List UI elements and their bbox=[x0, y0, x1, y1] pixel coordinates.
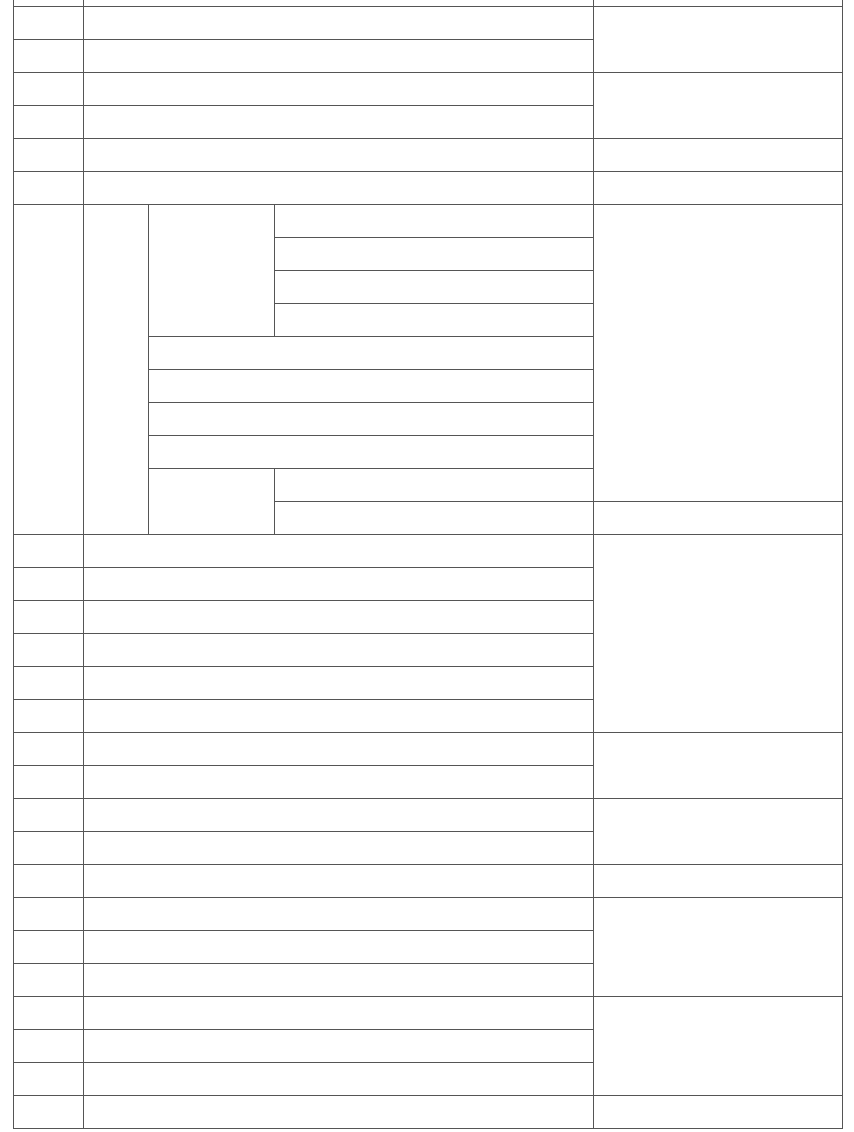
row-divider bbox=[13, 534, 84, 535]
row-divider bbox=[83, 864, 594, 865]
row-divider bbox=[83, 600, 594, 601]
exam-name bbox=[83, 897, 593, 930]
exam-date bbox=[593, 1095, 842, 1128]
row-divider bbox=[593, 897, 843, 898]
row-divider bbox=[13, 996, 84, 997]
exam-name bbox=[83, 1095, 593, 1128]
row-number bbox=[13, 1029, 83, 1062]
specialty-name bbox=[274, 501, 593, 534]
row-divider bbox=[13, 6, 843, 7]
row-number bbox=[13, 666, 83, 699]
row-number bbox=[13, 930, 83, 963]
exam-name bbox=[83, 1029, 593, 1062]
row-divider bbox=[593, 996, 843, 997]
row-number bbox=[13, 567, 83, 600]
row-divider bbox=[83, 831, 594, 832]
row-number bbox=[13, 171, 83, 204]
row-number bbox=[13, 600, 83, 633]
exam-name bbox=[83, 1062, 593, 1095]
exam-name bbox=[83, 798, 593, 831]
column-divider bbox=[593, 0, 594, 1129]
exam-date bbox=[593, 501, 842, 534]
row-divider bbox=[13, 963, 84, 964]
row-divider bbox=[83, 930, 594, 931]
row-divider bbox=[593, 171, 843, 172]
exam-name bbox=[83, 105, 593, 138]
exam-name bbox=[83, 765, 593, 798]
exam-date bbox=[593, 138, 842, 171]
row-divider bbox=[13, 171, 84, 172]
row-number bbox=[13, 897, 83, 930]
row-number bbox=[13, 6, 83, 39]
exam-name bbox=[83, 699, 593, 732]
row-divider bbox=[83, 567, 594, 568]
row-divider bbox=[83, 534, 594, 535]
specialty-name bbox=[274, 270, 593, 303]
row-divider bbox=[13, 1029, 84, 1030]
exam-name bbox=[83, 963, 593, 996]
row-divider bbox=[13, 930, 84, 931]
row-divider bbox=[13, 666, 84, 667]
discipline-name bbox=[148, 369, 593, 402]
row-divider bbox=[13, 699, 84, 700]
row-divider bbox=[274, 270, 594, 271]
row-divider bbox=[83, 1029, 594, 1030]
row-number bbox=[13, 699, 83, 732]
row-number bbox=[13, 798, 83, 831]
row-divider bbox=[148, 468, 594, 469]
row-divider bbox=[13, 798, 84, 799]
exam-name bbox=[83, 171, 593, 204]
specialty-name bbox=[274, 237, 593, 270]
row-divider bbox=[274, 501, 594, 502]
exam-date bbox=[593, 732, 842, 798]
row-divider bbox=[13, 72, 84, 73]
row-divider bbox=[83, 699, 594, 700]
row-divider bbox=[593, 204, 843, 205]
exam-name bbox=[83, 666, 593, 699]
row-divider bbox=[13, 1128, 843, 1129]
row-divider bbox=[148, 336, 594, 337]
row-divider bbox=[593, 138, 843, 139]
exam-name bbox=[83, 633, 593, 666]
row-divider bbox=[593, 72, 843, 73]
row-divider bbox=[13, 138, 84, 139]
row-divider bbox=[13, 633, 84, 634]
column-divider bbox=[842, 0, 843, 1129]
exam-date bbox=[593, 864, 842, 897]
row-divider bbox=[13, 732, 84, 733]
specialty-name bbox=[274, 303, 593, 336]
row-divider bbox=[13, 765, 84, 766]
row-divider bbox=[83, 765, 594, 766]
row-divider bbox=[593, 864, 843, 865]
specialty-name bbox=[274, 204, 593, 237]
row-divider bbox=[83, 666, 594, 667]
exam-date bbox=[593, 996, 842, 1095]
discipline-name bbox=[148, 435, 593, 468]
exam-name bbox=[83, 864, 593, 897]
row-divider bbox=[13, 1062, 84, 1063]
exam-name bbox=[83, 567, 593, 600]
row-divider bbox=[13, 864, 84, 865]
row-divider bbox=[274, 237, 594, 238]
row-divider bbox=[13, 567, 84, 568]
row-divider bbox=[83, 1095, 594, 1096]
row-number bbox=[13, 996, 83, 1029]
row-number bbox=[13, 105, 83, 138]
exam-name bbox=[83, 600, 593, 633]
row-number bbox=[13, 732, 83, 765]
row-divider bbox=[148, 402, 594, 403]
row-divider bbox=[593, 732, 843, 733]
exam-name bbox=[83, 138, 593, 171]
exam-date bbox=[593, 72, 842, 138]
row-number bbox=[13, 534, 83, 567]
row-number bbox=[13, 138, 83, 171]
exam-name bbox=[83, 831, 593, 864]
exam-name bbox=[83, 930, 593, 963]
discipline-name bbox=[148, 336, 593, 369]
exam-date bbox=[593, 6, 842, 72]
row-divider bbox=[13, 39, 84, 40]
exam-date bbox=[593, 798, 842, 864]
exam-name bbox=[83, 72, 593, 105]
row-number bbox=[13, 765, 83, 798]
row-divider bbox=[148, 369, 594, 370]
column-divider bbox=[13, 0, 14, 1129]
row-divider bbox=[13, 600, 84, 601]
row-divider bbox=[593, 501, 843, 502]
row-divider bbox=[83, 72, 594, 73]
row-divider bbox=[83, 39, 594, 40]
row-number bbox=[13, 39, 83, 72]
row-divider bbox=[148, 435, 594, 436]
row-number bbox=[13, 1095, 83, 1128]
row-number bbox=[13, 864, 83, 897]
row-number bbox=[13, 204, 83, 534]
row-divider bbox=[13, 1095, 84, 1096]
row-divider bbox=[83, 633, 594, 634]
discipline-name bbox=[148, 402, 593, 435]
row-divider bbox=[83, 204, 594, 205]
exam-name bbox=[83, 39, 593, 72]
specialty-name bbox=[274, 468, 593, 501]
row-divider bbox=[83, 138, 594, 139]
row-divider bbox=[83, 963, 594, 964]
exam-name bbox=[83, 996, 593, 1029]
row-number bbox=[13, 1062, 83, 1095]
row-divider bbox=[83, 732, 594, 733]
row-divider bbox=[83, 171, 594, 172]
row-divider bbox=[593, 1095, 843, 1096]
row-divider bbox=[13, 897, 84, 898]
row-divider bbox=[593, 534, 843, 535]
exam-name bbox=[83, 6, 593, 39]
row-divider bbox=[83, 897, 594, 898]
row-divider bbox=[83, 1062, 594, 1063]
row-divider bbox=[13, 831, 84, 832]
exam-date bbox=[593, 171, 842, 204]
column-divider bbox=[83, 0, 84, 1129]
row-number bbox=[13, 831, 83, 864]
row-divider bbox=[13, 105, 84, 106]
exam-date bbox=[593, 897, 842, 996]
row-divider bbox=[593, 798, 843, 799]
row-divider bbox=[83, 996, 594, 997]
row-number bbox=[13, 633, 83, 666]
exam-date bbox=[593, 534, 842, 732]
exam-name bbox=[83, 534, 593, 567]
row-divider bbox=[83, 798, 594, 799]
row-divider bbox=[13, 204, 84, 205]
exam-date bbox=[593, 204, 842, 501]
exam-name bbox=[83, 732, 593, 765]
row-divider bbox=[83, 105, 594, 106]
row-divider bbox=[274, 303, 594, 304]
row-number bbox=[13, 963, 83, 996]
row-number bbox=[13, 72, 83, 105]
